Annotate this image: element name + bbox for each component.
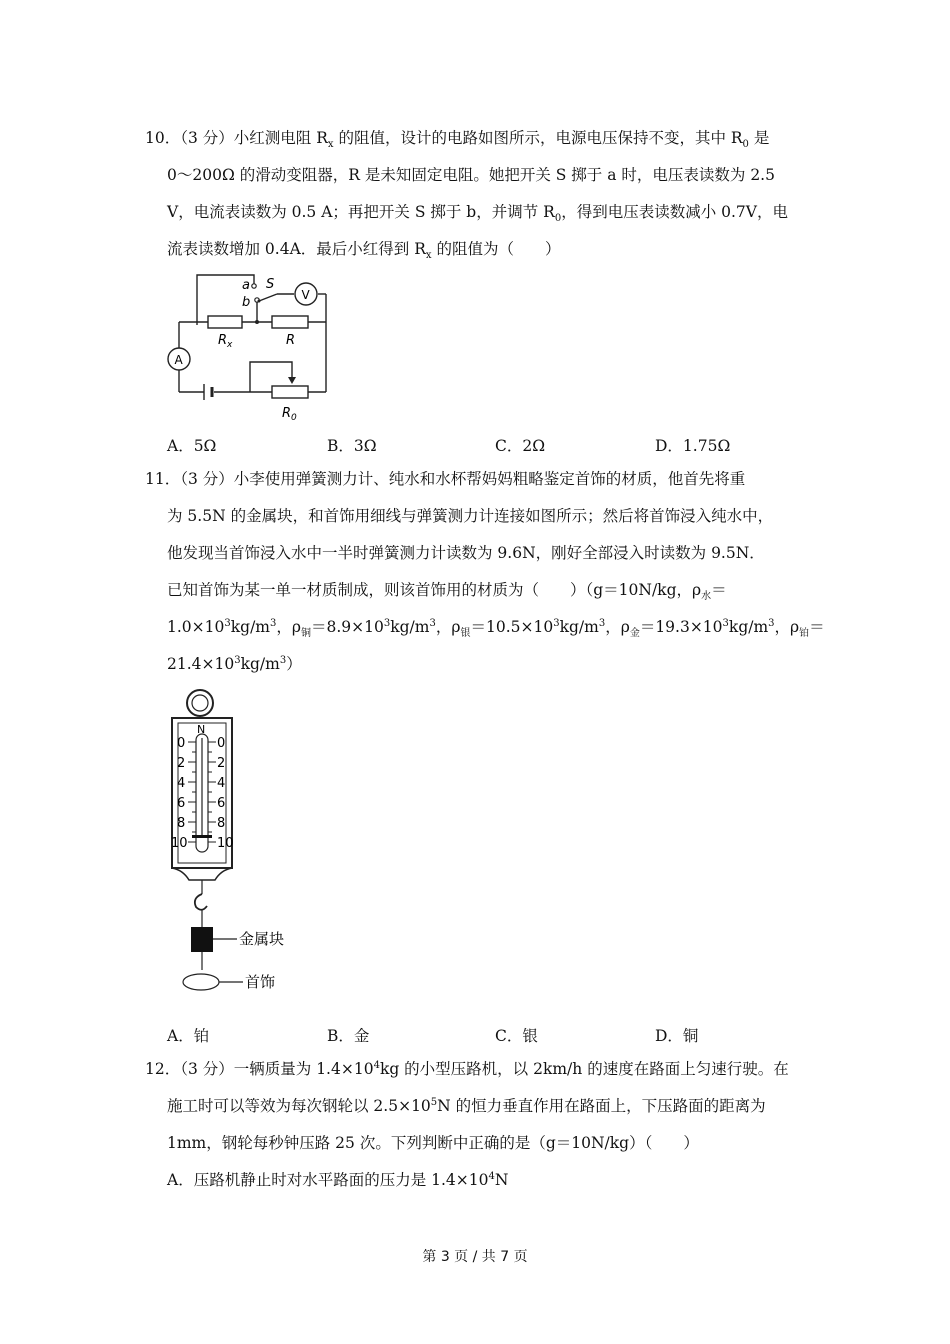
rheostat-r0: [272, 386, 308, 398]
q12-line-3: 1mm，钢轮每秒钟压路 25 次。下列判断中正确的是（g＝10N/kg）（ ）: [167, 1134, 699, 1152]
tick-label-left: 6: [177, 796, 186, 811]
circuit-diagram: [162, 270, 342, 425]
q11-line-6: $21.4\times 10^3kg/m^3$）: [167, 654, 302, 673]
q10-line-3: V，电流表读数为 0.5 A；再把开关 S 掷于 b，并调节 $R_0$，得到电压表读数减小 0.7V，电: [167, 203, 788, 225]
tick-label-right: 4: [217, 776, 226, 791]
q11-line-3: 他发现当首饰浸入水中一半时弹簧测力计读数为 9.6N，刚好全部浸入时读数为 9.5N．: [167, 544, 765, 562]
q12-line-2: 施工时可以等效为每次钢轮以 $2.5\times 10^5N$ 的恒力垂直作用在路面上，下压路面的距离为: [167, 1096, 766, 1115]
q10-option-c[interactable]: C．2Ω: [495, 437, 546, 455]
scale-unit-label: N: [197, 723, 206, 736]
tick-label-right: 8: [217, 816, 226, 831]
q11-line-1: 11．（3 分）小李使用弹簧测力计、纯水和水杯帮妈妈粗略鉴定首饰的材质，他首先将重: [145, 470, 746, 488]
q12-option-a[interactable]: A．压路机静止时对水平路面的压力是 $1.4\times 10^4N$: [167, 1170, 509, 1189]
tick-label-left: 0: [177, 736, 186, 751]
q10-line-2: 0～200Ω 的滑动变阻器，R 是未知固定电阻。她把开关 S 掷于 a 时，电压表读数为 2.5: [167, 166, 775, 184]
q11-line-2: 为 5.5N 的金属块，和首饰用细线与弹簧测力计连接如图所示；然后将首饰浸入纯水中，: [167, 507, 774, 525]
resistor-rx: [208, 316, 242, 328]
q10-line-1: 10．（3 分）小红测电阻 $R_x$ 的阻值，设计的电路如图所示，电源电压保持不变，其中 $R_0$ 是: [145, 129, 770, 151]
q11-line-4: 已知首饰为某一单一材质制成，则该首饰用的材质为（ ）（g＝10N/kg，$\rho_水=$: [167, 581, 727, 603]
q11-option-c[interactable]: C．银: [495, 1027, 538, 1045]
page-footer: 第 3 页 / 共 7 页: [422, 1249, 528, 1265]
metal-block: [191, 927, 213, 952]
tick-label-left: 2: [177, 756, 186, 771]
tick-label-right: 0: [217, 736, 226, 751]
q10-line-4: 流表读数增加 0.4A．最后小红得到 $R_x$ 的阻值为（ ）: [167, 240, 561, 262]
jewelry-label: 首饰: [245, 973, 276, 991]
q11-option-b[interactable]: B．金: [327, 1027, 370, 1045]
terminal-b-label: b: [242, 295, 251, 310]
r-label: R: [286, 333, 296, 348]
tick-label-right: 6: [217, 796, 226, 811]
spring-scale-diagram: [165, 686, 305, 1001]
q12-line-1: 12．（3 分）一辆质量为 $1.4\times 10^4kg$ 的小型压路机，以 2km/h 的速度在路面上匀速行驶。在: [145, 1059, 789, 1078]
q11-option-a[interactable]: A．铂: [167, 1027, 210, 1045]
tick-label-right: 10: [217, 836, 234, 851]
tick-label-left: 4: [177, 776, 186, 791]
voltmeter-label: V: [301, 288, 310, 302]
tick-label-left: 10: [171, 836, 188, 851]
switch-label: S: [266, 277, 275, 292]
q10-option-a[interactable]: A．5Ω: [167, 437, 217, 455]
terminal-a-label: a: [242, 278, 250, 293]
resistor-r: [272, 316, 308, 328]
tick-label-left: 8: [177, 816, 186, 831]
r0-label: $R_0$: [282, 406, 297, 423]
rx-label: $R_x$: [218, 333, 233, 350]
q11-option-d[interactable]: D．铜: [655, 1027, 699, 1045]
scale-pointer: [192, 835, 212, 838]
tick-label-right: 2: [217, 756, 226, 771]
ammeter-label: A: [174, 353, 183, 367]
metal-block-label: 金属块: [239, 930, 285, 948]
q10-option-d[interactable]: D．1.75Ω: [655, 437, 731, 455]
q10-option-b[interactable]: B．3Ω: [327, 437, 377, 455]
q11-line-5: $1.0\times 10^3kg/m^3$，$\rho_铜=8.9\times 10^3kg/m^3$，$\rho_银=10.5\times 10^3kg/m^3$，$\rho_金=19.3\times 10^3kg/m^3$，$\rho_铂=$: [167, 617, 825, 640]
